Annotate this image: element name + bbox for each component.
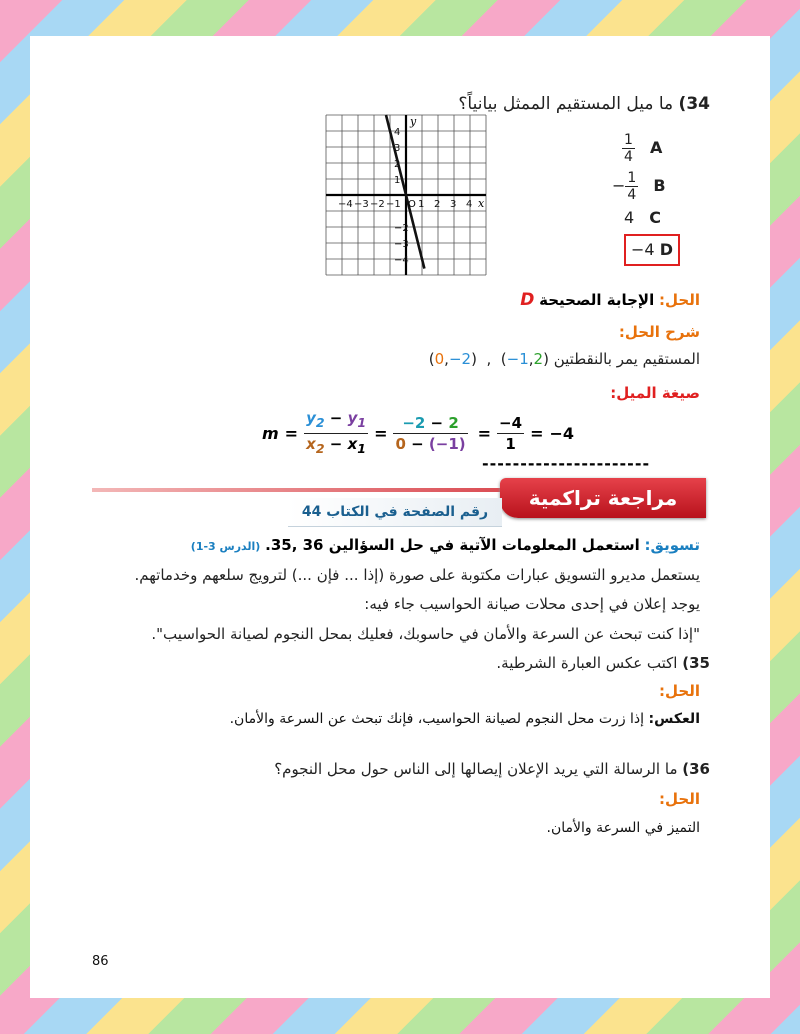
explain-label: شرح الحل:	[618, 323, 700, 341]
solution-36-text: التميز في السرعة والأمان.	[546, 820, 700, 836]
marketing-line-2: يوجد إعلان في إحدى محلات صيانة الحواسيب جاء فيه:	[364, 595, 700, 613]
separator-dashes: ----------------------	[482, 454, 651, 473]
x-tick-label: 2	[434, 199, 441, 210]
option-b[interactable]: − $\frac{1}{4}$ B	[612, 170, 666, 203]
page	[30, 36, 770, 998]
x-tick-label: −4	[338, 199, 353, 210]
question-36: 36) ما الرسالة التي يريد الإعلان إيصالها إلى الناس حول محل النجوم؟	[274, 760, 710, 778]
x-tick-label: −2	[370, 199, 385, 210]
question-text: ما ميل المستقيم الممثل بيانياً؟	[458, 94, 674, 114]
review-subtitle: رقم الصفحة في الكتاب 44	[288, 498, 502, 527]
x-axis-label: x	[478, 197, 485, 210]
x-tick-label: −3	[354, 199, 369, 210]
y-tick-label: −4	[394, 255, 409, 266]
page-number: 86	[92, 954, 109, 969]
y-axis-label: y	[410, 115, 417, 128]
marketing-intro: تسويق: استعمل المعلومات الآتية في حل السؤالين 36 ,35. (الدرس 3-1)	[190, 536, 700, 554]
y-tick-label: −3	[394, 239, 409, 250]
solution-34: الحل: الإجابة الصحيحة D	[520, 290, 700, 310]
review-title: مراجعة تراكمية	[500, 478, 706, 518]
question-number: 34)	[678, 94, 710, 114]
question-35: 35) اكتب عكس العبارة الشرطية.	[496, 654, 710, 672]
coordinate-graph	[322, 111, 490, 279]
slope-formula: m = $\frac{y_2 - y_1}{x_2 - x_1}$ = $\frac{-2 - 2}{0 - (-1)}$ = $\frac{-4}{1}$ = −4	[262, 409, 575, 456]
y-tick-label: 3	[394, 143, 401, 154]
x-tick-label: 1	[418, 199, 425, 210]
marketing-line-1: يستعمل مديرو التسويق عبارات مكتوبة على صورة (إذا ... فإن ...) لترويج سلعهم وخدماتهم.	[134, 566, 700, 584]
explain-line: المستقيم يمر بالنقطتين (0,−2) , (−1,2)	[428, 350, 700, 368]
y-tick-label: −2	[394, 223, 409, 234]
slope-formula-label: صيغة الميل:	[610, 384, 700, 402]
option-c[interactable]: 4 C	[624, 208, 662, 227]
marketing-quote: "إذا كنت تبحث عن السرعة والأمان في حاسوبك، فعليك بمحل النجوم لصيانة الحواسيب".	[151, 625, 700, 643]
solution-35-label: الحل:	[659, 682, 700, 700]
y-tick-label: 2	[394, 159, 401, 170]
question-34	[458, 94, 710, 114]
y-tick-label: 4	[394, 127, 401, 138]
option-d-correct-box[interactable]: −4 D	[624, 234, 680, 266]
solution-36-label: الحل:	[659, 790, 700, 808]
solution-35-text: العكس: إذا زرت محل النجوم لصيانة الحواسيب، فإنك تبحث عن السرعة والأمان.	[229, 711, 700, 727]
origin-label: O	[408, 199, 416, 210]
option-a[interactable]: $\frac{1}{4}$ A	[624, 132, 663, 165]
y-tick-label: 1	[394, 175, 401, 186]
x-tick-label: 4	[466, 199, 473, 210]
x-tick-label: 3	[450, 199, 457, 210]
x-tick-label: −1	[386, 199, 401, 210]
